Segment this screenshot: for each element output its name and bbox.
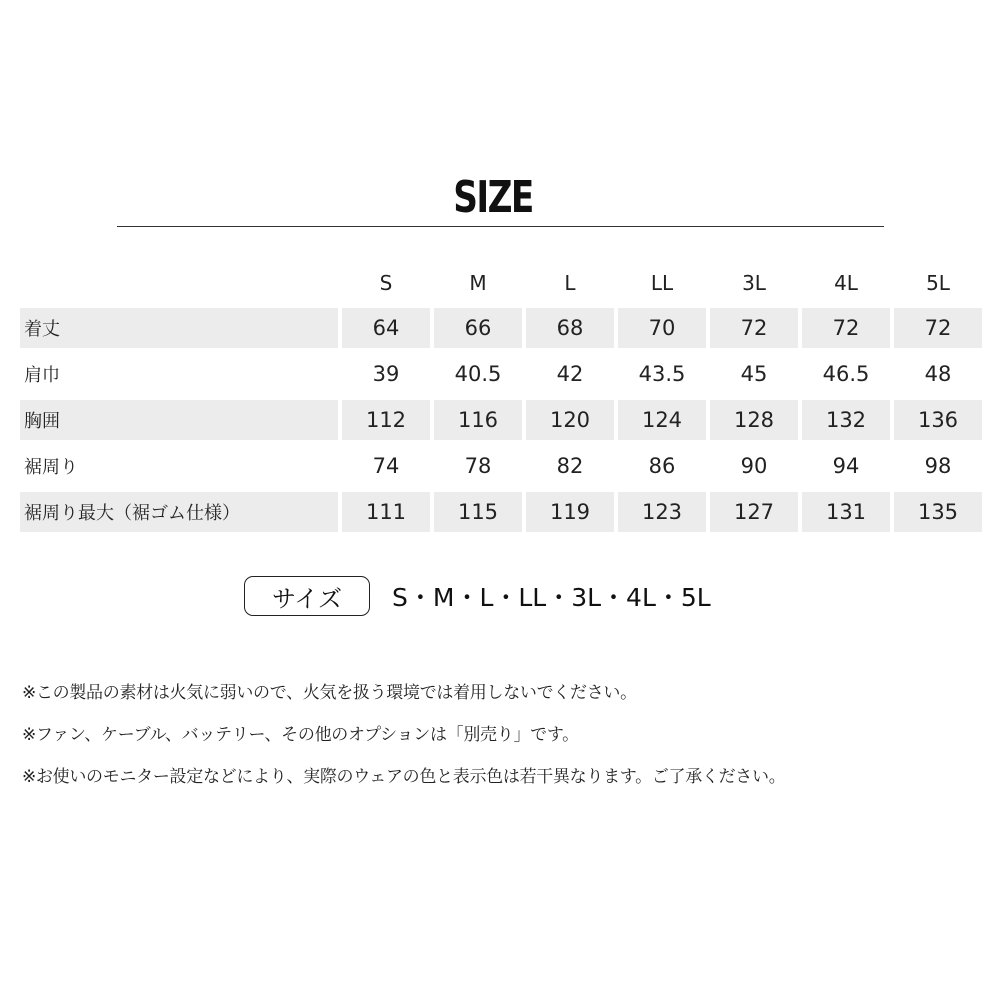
table-cell: 74 [372, 454, 400, 478]
table-cell: 112 [342, 400, 430, 440]
table-row [20, 308, 982, 348]
table-cell: 72 [802, 308, 890, 348]
table-row [20, 492, 982, 532]
table-cell: 43.5 [638, 362, 686, 386]
table-cell: 64 [342, 308, 430, 348]
table-row [20, 400, 982, 440]
table-cell: 119 [526, 492, 614, 532]
table-cell: 94 [832, 454, 860, 478]
table-header-row [20, 264, 982, 302]
column-header: M [469, 271, 487, 295]
column-header: 5L [926, 271, 950, 295]
table-cell: 39 [372, 362, 400, 386]
note-item: ※お使いのモニター設定などにより、実際のウェアの色と表示色は若干異なります。ご了承ください。 [22, 767, 786, 787]
table-cell: 82 [556, 454, 584, 478]
table-row [20, 354, 982, 394]
table-cell: 42 [556, 362, 584, 386]
table-cell: 132 [802, 400, 890, 440]
table-cell: 120 [526, 400, 614, 440]
table-cell: 70 [618, 308, 706, 348]
size-table [16, 258, 986, 538]
sizes-badge: サイズ [244, 576, 370, 616]
table-cell: 78 [464, 454, 492, 478]
page-title: SIZE [453, 172, 533, 223]
table-cell: 116 [434, 400, 522, 440]
table-cell: 45 [740, 362, 768, 386]
column-header: LL [650, 271, 674, 295]
table-cell: 66 [434, 308, 522, 348]
column-header: S [379, 271, 393, 295]
table-cell: 72 [894, 308, 982, 348]
note-item: ※この製品の素材は火気に弱いので、火気を扱う環境では着用しないでください。 [22, 683, 637, 703]
table-cell: 111 [342, 492, 430, 532]
column-header: 4L [834, 271, 858, 295]
table-cell: 123 [618, 492, 706, 532]
available-sizes [244, 574, 711, 618]
table-cell: 135 [894, 492, 982, 532]
row-label: 裾周り最大（裾ゴム仕様） [20, 492, 338, 532]
row-label: 裾周り [24, 457, 78, 478]
table-cell: 115 [434, 492, 522, 532]
table-cell: 40.5 [454, 362, 502, 386]
table-cell: 124 [618, 400, 706, 440]
notes [22, 672, 997, 798]
row-label: 胸囲 [20, 400, 338, 440]
row-label: 肩巾 [24, 365, 60, 386]
table-cell: 131 [802, 492, 890, 532]
table-header-corner [20, 264, 338, 302]
table-cell: 127 [710, 492, 798, 532]
table-cell: 128 [710, 400, 798, 440]
table-cell: 68 [526, 308, 614, 348]
table-cell: 46.5 [822, 362, 870, 386]
column-header: L [564, 271, 576, 295]
table-cell: 86 [648, 454, 676, 478]
table-cell: 98 [924, 454, 952, 478]
title-divider [117, 226, 884, 227]
table-cell: 72 [710, 308, 798, 348]
table-cell: 90 [740, 454, 768, 478]
note-item: ※ファン、ケーブル、バッテリー、その他のオプションは「別売り」です。 [22, 725, 579, 745]
row-label: 着丈 [20, 308, 338, 348]
table-row [20, 446, 982, 486]
table-cell: 48 [924, 362, 952, 386]
table-cell: 136 [894, 400, 982, 440]
sizes-list: S・M・L・LL・3L・4L・5L [392, 583, 711, 612]
column-header: 3L [742, 271, 766, 295]
